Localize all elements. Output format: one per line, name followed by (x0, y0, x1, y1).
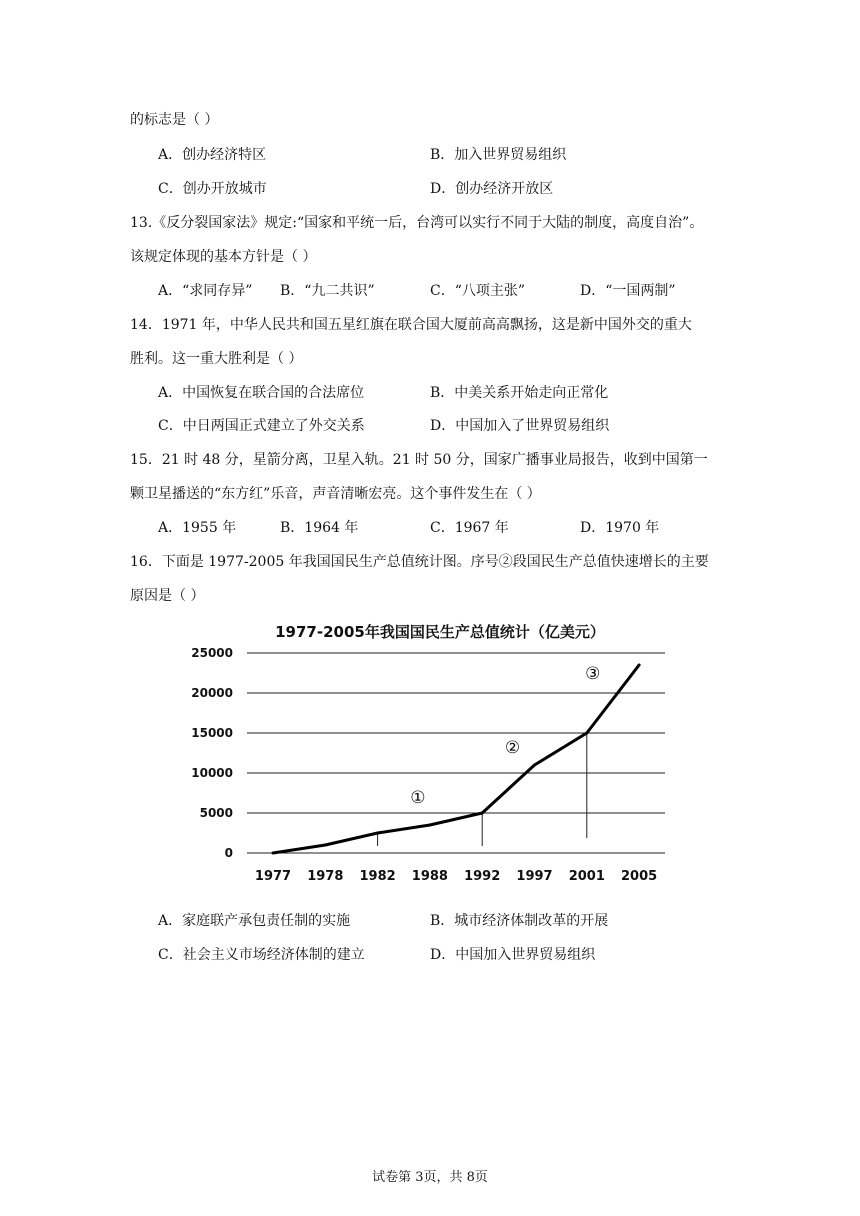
q12-option-d[interactable]: D．创办经济开放区 (430, 181, 554, 197)
q12-option-b[interactable]: B．加入世界贸易组织 (430, 147, 567, 163)
q16-stem-line1: 16．下面是 1977-2005 年我国国民生产总值统计图。序号②段国民生产总值快速增长的主要 (130, 554, 709, 570)
q12-option-a[interactable]: A．创办经济特区 (158, 147, 267, 163)
q15-option-a[interactable]: A．1955 年 (158, 520, 237, 536)
y-tick-label: 15000 (191, 726, 233, 740)
q13-option-d[interactable]: D．“一国两制” (580, 283, 676, 299)
q13-option-a[interactable]: A．“求同存异” (158, 283, 253, 299)
x-tick-label: 1992 (464, 869, 501, 884)
q16-option-b[interactable]: B．城市经济体制改革的开展 (430, 913, 609, 929)
q13-stem-line2: 该规定体现的基本方针是（ ） (130, 249, 317, 265)
segment-marker: ② (504, 738, 521, 758)
data-point (638, 664, 641, 667)
q12-stem-tail: 的标志是（ ） (130, 112, 219, 128)
y-tick-label: 5000 (199, 806, 233, 820)
data-point (324, 844, 327, 847)
q14-stem-line2: 胜利。这一重大胜利是（ ） (130, 351, 303, 367)
q13-option-b[interactable]: B．“九二共识” (280, 283, 375, 299)
q14-option-c[interactable]: C．中日两国正式建立了外交关系 (158, 418, 365, 434)
q15-stem-line1: 15．21 时 48 分，星箭分离，卫星入轨。21 时 50 分，国家广播事业局报告，收到中国第一 (130, 452, 708, 468)
y-tick-label: 25000 (191, 646, 233, 660)
x-tick-label: 1988 (411, 869, 448, 884)
x-tick-label: 2001 (568, 869, 605, 884)
q13-stem-line1: 13.《反分裂国家法》规定:“国家和平统一后，台湾可以实行不同于大陆的制度，高度自治”。 (130, 215, 704, 231)
data-point (533, 764, 536, 767)
q14-option-d[interactable]: D．中国加入了世界贸易组织 (430, 418, 610, 434)
data-point (376, 832, 379, 835)
q13-option-c[interactable]: C．“八项主张” (430, 283, 526, 299)
x-tick-label: 1978 (307, 869, 344, 884)
q14-stem-line1: 14．1971 年，中华人民共和国五星红旗在联合国大厦前高高飘扬，这是新中国外交的重大 (130, 317, 692, 333)
q15-stem-line2: 颗卫星播送的“东方红”乐音，声音清晰宏亮。这个事件发生在（ ） (130, 486, 541, 502)
segment-marker: ① (410, 788, 426, 808)
q15-option-b[interactable]: B．1964 年 (280, 520, 359, 536)
x-tick-label: 1997 (516, 869, 553, 884)
q14-option-b[interactable]: B．中美关系开始走向正常化 (430, 385, 609, 401)
chart-title: 1977-2005年我国国民生产总值统计（亿美元） (275, 623, 605, 641)
q16-option-a[interactable]: A．家庭联产承包责任制的实施 (158, 913, 351, 929)
y-tick-label: 10000 (191, 766, 233, 780)
segment-marker: ③ (585, 664, 601, 684)
data-point (428, 824, 431, 827)
data-point (481, 812, 484, 815)
x-tick-label: 2005 (621, 869, 658, 884)
q15-option-d[interactable]: D．1970 年 (580, 520, 660, 536)
q12-option-c[interactable]: C．创办开放城市 (158, 181, 267, 197)
data-point (585, 732, 588, 735)
q16-stem-line2: 原因是（ ） (130, 588, 205, 604)
y-tick-label: 20000 (191, 686, 233, 700)
q16-option-c[interactable]: C．社会主义市场经济体制的建立 (158, 947, 365, 963)
data-point (272, 852, 275, 855)
x-tick-label: 1982 (359, 869, 396, 884)
y-tick-label: 0 (224, 846, 233, 860)
q16-option-d[interactable]: D．中国加入世界贸易组织 (430, 947, 596, 963)
q14-option-a[interactable]: A．中国恢复在联合国的合法席位 (158, 385, 365, 401)
q15-option-c[interactable]: C．1967 年 (430, 520, 509, 536)
page-footer: 试卷第 3页，共 8页 (372, 1170, 488, 1185)
x-tick-label: 1977 (254, 869, 292, 884)
